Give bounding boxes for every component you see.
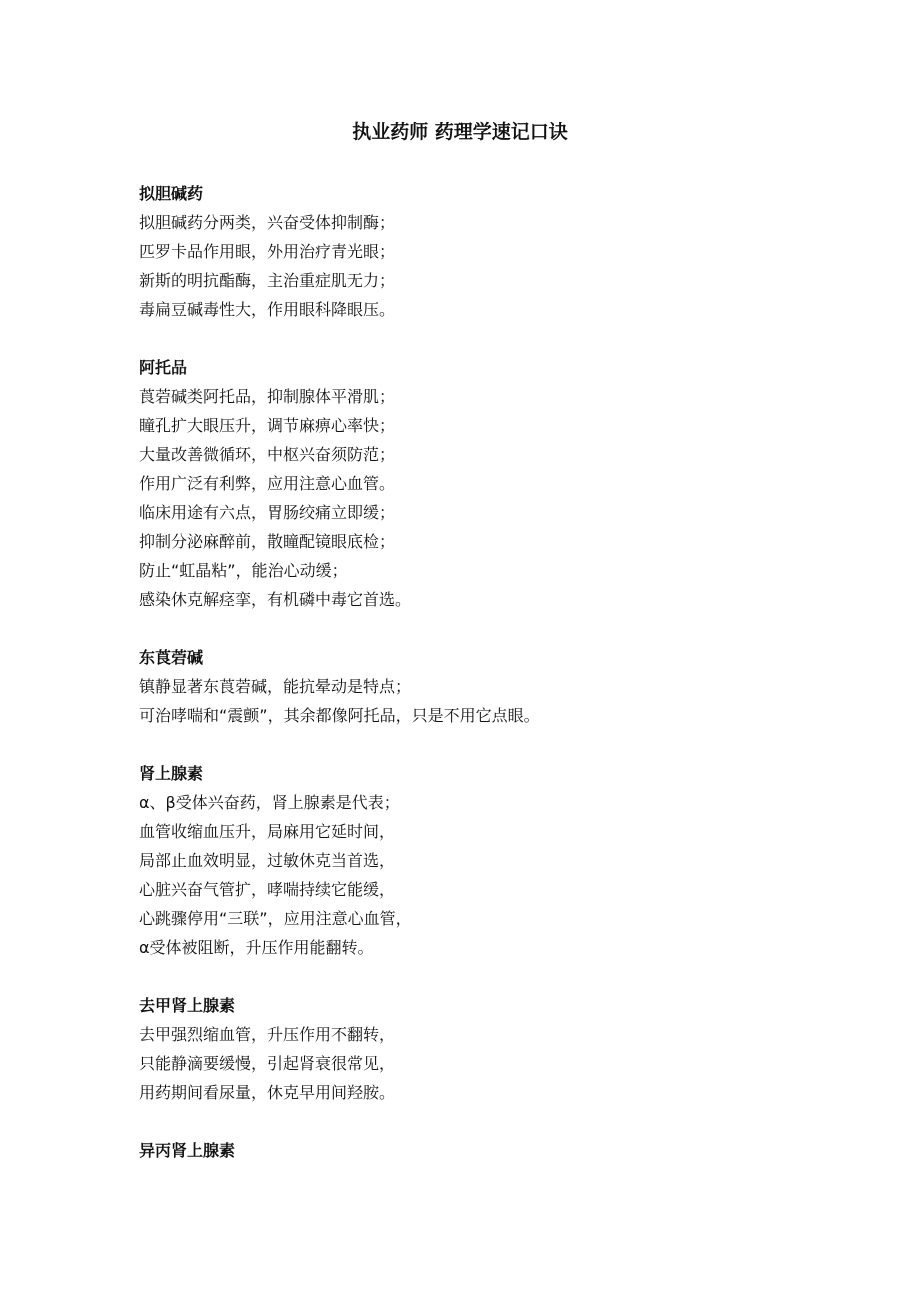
text-line: 心跳骤停用“三联”，应用注意心血管， bbox=[139, 909, 412, 928]
text-line: α受体被阻断，升压作用能翻转。 bbox=[139, 938, 374, 957]
text-line: 只能静滴要缓慢，引起肾衰很常见， bbox=[139, 1054, 396, 1073]
section-heading: 拟胆碱药 bbox=[139, 184, 204, 203]
text-line: 大量改善微循环，中枢兴奋须防范； bbox=[139, 445, 396, 464]
document-title: 执业药师 药理学速记口诀 bbox=[352, 121, 568, 143]
text-line: 镇静显著东莨菪碱，能抗晕动是特点； bbox=[139, 677, 412, 696]
section-isoprenaline bbox=[139, 1136, 839, 1165]
text-line: 去甲强烈缩血管，升压作用不翻转， bbox=[139, 1025, 396, 1044]
text-line: 局部止血效明显，过敏休克当首选， bbox=[139, 851, 396, 870]
text-line: 感染休克解痉挛，有机磷中毒它首选。 bbox=[139, 590, 412, 609]
text-line: α、β受体兴奋药，肾上腺素是代表； bbox=[139, 793, 400, 812]
text-line: 作用广泛有利弊，应用注意心血管。 bbox=[139, 474, 396, 493]
section-adrenaline bbox=[139, 759, 839, 962]
section-heading: 异丙肾上腺素 bbox=[139, 1141, 236, 1160]
text-line: 血管收缩血压升，局麻用它延时间， bbox=[139, 822, 396, 841]
text-line: 拟胆碱药分两类，兴奋受体抑制酶； bbox=[139, 213, 396, 232]
section-heading: 去甲肾上腺素 bbox=[139, 996, 236, 1015]
section-atropine bbox=[139, 353, 839, 614]
text-line: 新斯的明抗酯酶，主治重症肌无力； bbox=[139, 271, 396, 290]
section-heading: 肾上腺素 bbox=[139, 764, 204, 783]
section-noradrenaline bbox=[139, 991, 839, 1107]
text-line: 抑制分泌麻醉前，散瞳配镜眼底检； bbox=[139, 532, 396, 551]
text-line: 匹罗卡品作用眼，外用治疗青光眼； bbox=[139, 242, 396, 261]
text-line: 心脏兴奋气管扩，哮喘持续它能缓， bbox=[139, 880, 396, 899]
text-line: 可治哮喘和“震颤”，其余都像阿托品，只是不用它点眼。 bbox=[139, 706, 540, 725]
text-line: 临床用途有六点，胃肠绞痛立即缓； bbox=[139, 503, 396, 522]
text-line: 瞳孔扩大眼压升，调节麻痹心率快； bbox=[139, 416, 396, 435]
section-heading: 阿托品 bbox=[139, 358, 188, 377]
text-line: 用药期间看尿量，休克早用间羟胺。 bbox=[139, 1083, 396, 1102]
section-cholinomimetics bbox=[139, 179, 839, 324]
section-scopolamine bbox=[139, 643, 839, 730]
text-line: 毒扁豆碱毒性大，作用眼科降眼压。 bbox=[139, 300, 396, 319]
text-line: 莨菪碱类阿托品，抑制腺体平滑肌； bbox=[139, 387, 396, 406]
document-body bbox=[139, 179, 839, 1194]
section-heading: 东莨菪碱 bbox=[139, 648, 204, 667]
text-line: 防止“虹晶粘”，能治心动缓； bbox=[139, 561, 348, 580]
